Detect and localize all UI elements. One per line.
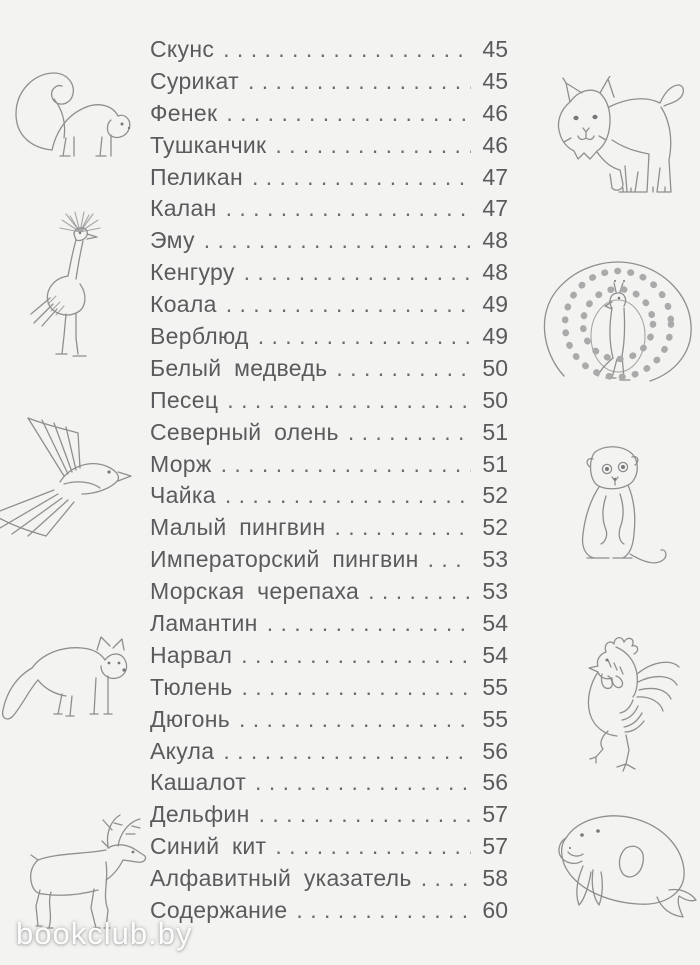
- toc-entry: [150, 259, 508, 291]
- crowned-crane-illustration: [18, 210, 120, 360]
- toc-entry-title: Верблюд: [150, 323, 249, 350]
- toc-leader-dots: [368, 578, 471, 605]
- toc-entry: [150, 164, 508, 196]
- toc-entry: [150, 36, 508, 68]
- toc-entry-page: 46: [482, 99, 508, 126]
- toc-entry: [150, 610, 508, 642]
- toc-entry-page: 55: [482, 673, 508, 700]
- rooster-illustration: [548, 634, 686, 774]
- toc-entry: [150, 451, 508, 483]
- toc-entry-title: Кашалот: [150, 769, 247, 796]
- toc-entry-title: Калан: [150, 195, 217, 222]
- toc-leader-dots: [275, 132, 471, 159]
- dugong-illustration: [530, 804, 700, 932]
- toc-entry: [150, 546, 508, 578]
- toc-entry-title: Синий кит: [150, 833, 267, 860]
- toc-entry: [150, 514, 508, 546]
- toc-entry-page: 49: [482, 291, 508, 318]
- toc-entry-page: 47: [482, 195, 508, 222]
- toc-entry-page: 51: [482, 418, 508, 445]
- toc-entry-page: 58: [482, 865, 508, 892]
- sable-illustration: [0, 606, 138, 726]
- toc-entry-page: 55: [482, 705, 508, 732]
- toc-entry-title: Нарвал: [150, 641, 233, 668]
- toc-leader-dots: [226, 291, 471, 318]
- toc-entry-page: 50: [482, 354, 508, 381]
- toc-entry: [150, 865, 508, 897]
- toc-entry-page: 54: [482, 641, 508, 668]
- toc-entry-title: Морская черепаха: [150, 578, 360, 605]
- toc-entry: [150, 355, 508, 387]
- toc-leader-dots: [267, 610, 471, 637]
- toc-entry-page: 56: [482, 769, 508, 796]
- toc-entry-page: 53: [482, 546, 508, 573]
- toc-entry-title: Содержание: [150, 897, 288, 924]
- toc-entry-title: Малый пингвин: [150, 514, 326, 541]
- toc-entry-title: Кенгуру: [150, 259, 235, 286]
- toc-leader-dots: [241, 642, 471, 669]
- toc-leader-dots: [244, 259, 471, 286]
- toc-entry: [150, 706, 508, 738]
- toc-entry-page: 48: [482, 227, 508, 254]
- toc-entry: [150, 642, 508, 674]
- toc-entry-title: Чайка: [150, 482, 216, 509]
- toc-entry-page: 60: [482, 897, 508, 924]
- toc-leader-dots: [428, 546, 471, 573]
- meerkat-illustration: [543, 438, 671, 572]
- toc-entry: [150, 227, 508, 259]
- toc-entry-page: 45: [482, 36, 508, 62]
- toc-entry-page: 50: [482, 386, 508, 413]
- toc-entry: [150, 482, 508, 514]
- toc-entry-page: 45: [482, 67, 508, 94]
- toc-entry-page: 47: [482, 163, 508, 190]
- toc-entry: [150, 68, 508, 100]
- watermark: bookclub.by: [16, 916, 193, 951]
- toc-entry-page: 53: [482, 578, 508, 605]
- toc-leader-dots: [227, 387, 471, 414]
- toc-leader-dots: [258, 323, 471, 350]
- toc-leader-dots: [252, 164, 471, 191]
- table-of-contents: [150, 36, 508, 929]
- toc-entry: [150, 323, 508, 355]
- toc-entry-title: Морж: [150, 450, 212, 477]
- toc-leader-dots: [226, 195, 471, 222]
- toc-entry-title: Дюгонь: [150, 705, 230, 732]
- toc-leader-dots: [248, 68, 471, 95]
- toc-entry-title: Коала: [150, 291, 217, 318]
- toc-entry-page: 56: [482, 737, 508, 764]
- toc-entry: [150, 291, 508, 323]
- toc-leader-dots: [221, 451, 471, 478]
- toc-entry: [150, 833, 508, 865]
- peacock-illustration: [532, 254, 700, 400]
- toc-leader-dots: [255, 769, 471, 796]
- toc-entry-title: Пеликан: [150, 163, 243, 190]
- toc-entry-title: Сурикат: [150, 67, 239, 94]
- toc-entry-title: Фенек: [150, 99, 218, 126]
- toc-entry-page: 57: [482, 833, 508, 860]
- skunk-illustration: [6, 44, 134, 166]
- toc-entry-title: Тушканчик: [150, 131, 267, 158]
- toc-entry-title: Ламантин: [150, 610, 258, 637]
- toc-entry: [150, 578, 508, 610]
- toc-leader-dots: [241, 674, 471, 701]
- toc-entry: [150, 769, 508, 801]
- toc-entry-page: 49: [482, 323, 508, 350]
- toc-entry-page: 46: [482, 131, 508, 158]
- toc-entry-page: 54: [482, 610, 508, 637]
- toc-entry-page: 57: [482, 801, 508, 828]
- toc-entry-page: 52: [482, 482, 508, 509]
- toc-leader-dots: [259, 801, 471, 828]
- toc-entry: [150, 132, 508, 164]
- toc-entry: [150, 801, 508, 833]
- lynx-illustration: [524, 76, 696, 216]
- toc-entry-title: Скунс: [150, 36, 215, 62]
- toc-entry: [150, 195, 508, 227]
- toc-entry-page: 51: [482, 450, 508, 477]
- toc-leader-dots: [204, 227, 471, 254]
- toc-entry: [150, 100, 508, 132]
- toc-entry-page: 52: [482, 514, 508, 541]
- toc-leader-dots: [223, 738, 471, 765]
- toc-leader-dots: [421, 865, 471, 892]
- toc-entry-title: Дельфин: [150, 801, 250, 828]
- toc-leader-dots: [296, 897, 471, 924]
- toc-leader-dots: [226, 100, 471, 127]
- toc-entry: [150, 897, 508, 929]
- toc-leader-dots: [348, 419, 471, 446]
- toc-entry-page: 48: [482, 259, 508, 286]
- toc-entry-title: Императорский пингвин: [150, 546, 419, 573]
- toc-entry-title: Алфавитный указатель: [150, 865, 412, 892]
- toc-entry-title: Песец: [150, 386, 219, 413]
- toc-entry-title: Белый медведь: [150, 354, 328, 381]
- toc-entry-title: Тюлень: [150, 673, 233, 700]
- toc-entry: [150, 738, 508, 770]
- toc-entry: [150, 674, 508, 706]
- toc-entry-title: Акула: [150, 737, 215, 764]
- toc-leader-dots: [334, 514, 471, 541]
- flying-bird-illustration: [0, 410, 140, 538]
- toc-entry-title: Северный олень: [150, 418, 339, 445]
- toc-leader-dots: [239, 706, 471, 733]
- toc-leader-dots: [223, 36, 471, 63]
- toc-leader-dots: [225, 482, 471, 509]
- toc-entry-title: Эму: [150, 227, 195, 254]
- toc-leader-dots: [275, 833, 471, 860]
- toc-entry: [150, 387, 508, 419]
- toc-entry: [150, 419, 508, 451]
- toc-leader-dots: [336, 355, 471, 382]
